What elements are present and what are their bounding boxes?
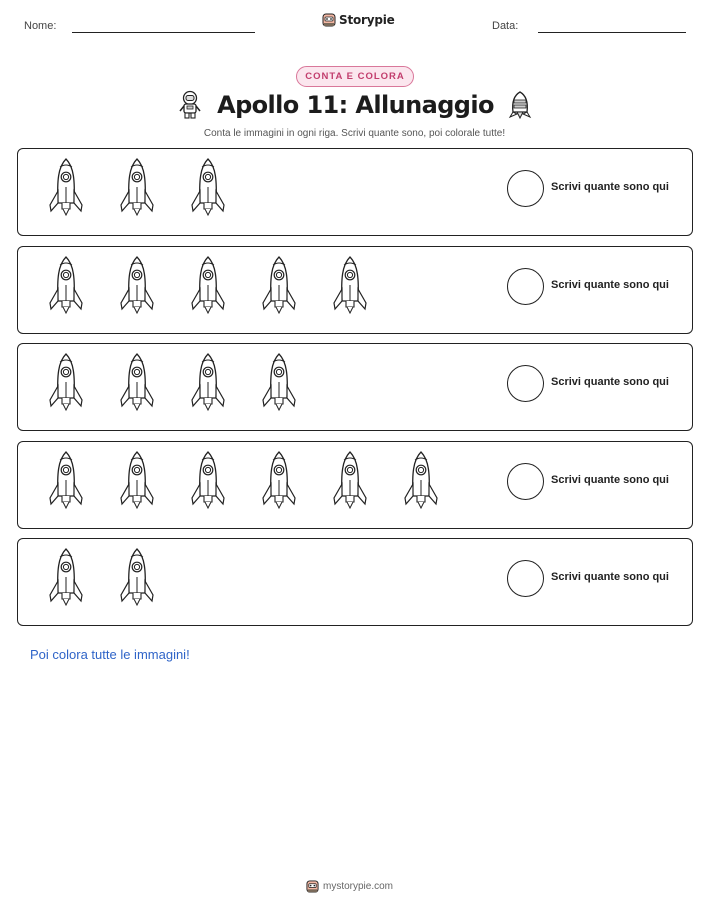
count-row [17, 148, 693, 236]
rocket-icon[interactable] [30, 255, 101, 317]
answer-circle[interactable] [507, 365, 544, 402]
answer-label: Scrivi quante sono qui [551, 181, 669, 193]
rocket-icon[interactable] [101, 157, 172, 219]
answer-circle[interactable] [507, 560, 544, 597]
page-title: Apollo 11: Allunaggio [217, 91, 494, 119]
answer-label: Scrivi quante sono qui [551, 278, 669, 291]
date-label: Data: [492, 20, 519, 32]
footer-logo [306, 879, 393, 894]
storypie-logo [322, 12, 395, 28]
astronaut-icon [177, 90, 203, 120]
brand-name: Storypie [339, 13, 395, 27]
answer-circle[interactable] [507, 170, 544, 207]
rocket-icon[interactable] [30, 157, 101, 219]
rocket-icon[interactable] [243, 352, 314, 414]
rocket-group [30, 450, 456, 512]
answer-label: Scrivi quante sono qui [551, 376, 669, 388]
rocket-group [30, 547, 172, 609]
rocket-icon[interactable] [101, 255, 172, 317]
rocket-icon[interactable] [385, 450, 456, 512]
rocket-group [30, 352, 314, 414]
rocket-icon[interactable] [172, 157, 243, 219]
answer-label: Scrivi quante sono qui [551, 473, 669, 486]
rocket-icon[interactable] [30, 352, 101, 414]
title-row [0, 90, 709, 120]
answer-circle[interactable] [507, 463, 544, 500]
date-line[interactable] [538, 32, 686, 33]
footer-url: mystorypie.com [323, 881, 394, 892]
storypie-mascot-icon [306, 879, 319, 894]
rocket-icon[interactable] [243, 450, 314, 512]
rocket-icon[interactable] [30, 547, 101, 609]
storypie-mascot-icon [322, 12, 336, 28]
rocket-icon[interactable] [101, 450, 172, 512]
count-row [17, 246, 693, 334]
rocket-icon[interactable] [101, 352, 172, 414]
count-row [17, 538, 693, 626]
count-row [17, 441, 693, 529]
rocket-icon[interactable] [314, 255, 385, 317]
name-label: Nome: [24, 20, 57, 32]
coloring-instruction: Poi colora tutte le immagini! [30, 647, 190, 662]
rocket-group [30, 157, 243, 219]
instructions: Conta le immagini in ogni riga. Scrivi quante sono, poi colorale tutte! [203, 128, 506, 139]
capsule-icon [508, 90, 532, 120]
name-line[interactable] [72, 32, 255, 33]
rocket-icon[interactable] [30, 450, 101, 512]
rocket-icon[interactable] [314, 450, 385, 512]
rocket-icon[interactable] [172, 255, 243, 317]
rocket-icon[interactable] [172, 352, 243, 414]
rocket-icon[interactable] [243, 255, 314, 317]
activity-badge: CONTA E COLORA [296, 66, 414, 87]
rocket-icon[interactable] [172, 450, 243, 512]
answer-label: Scrivi quante sono qui [551, 571, 669, 583]
count-row [17, 343, 693, 431]
rocket-icon[interactable] [101, 547, 172, 609]
answer-circle[interactable] [507, 268, 544, 305]
rocket-group [30, 255, 385, 317]
